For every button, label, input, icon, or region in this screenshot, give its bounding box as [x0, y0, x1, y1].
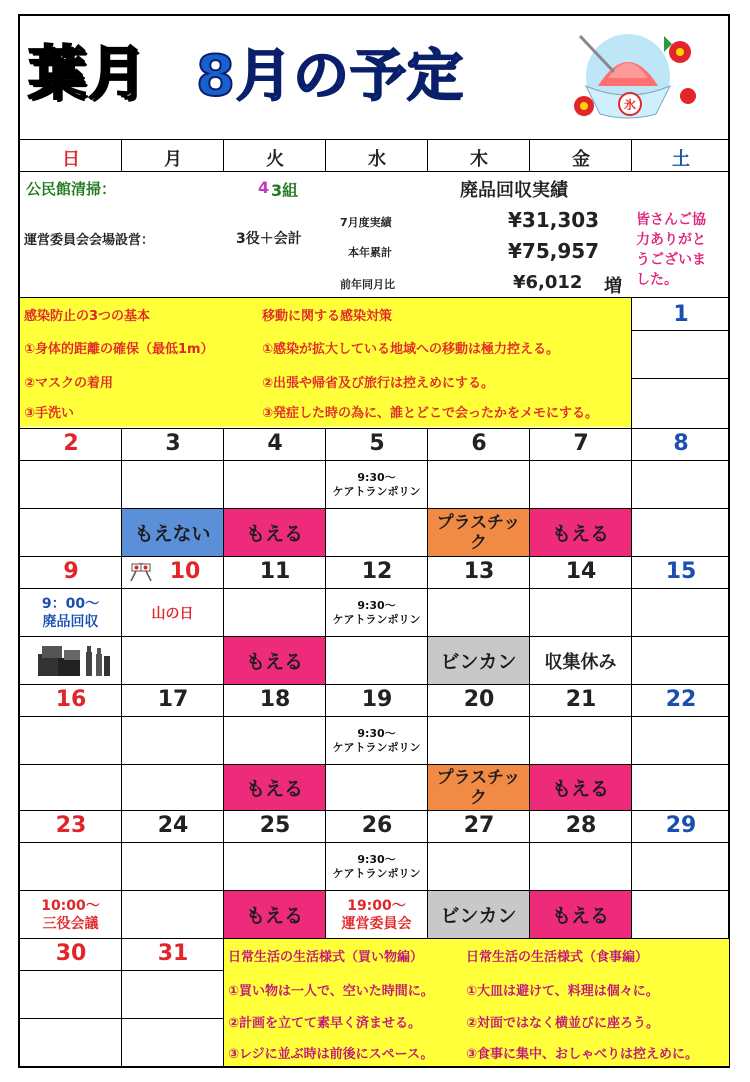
shaved-ice-icon — [556, 28, 706, 124]
lifestyle-left-item-2: ②計画を立てて素早く済ませる。 — [228, 1016, 422, 1031]
cleaning-label: 公民館清掃： — [26, 180, 117, 198]
recycle-title: 廃品回収実績 — [460, 180, 568, 201]
day-23: 23 — [55, 813, 87, 838]
event-moeru-4: もえる — [224, 509, 325, 556]
day-26: 26 — [361, 813, 393, 838]
event-trampoline-5: 9:30～ ケアトランポリン — [332, 470, 421, 498]
infection-left-title: 感染防止の3つの基本 — [24, 309, 151, 324]
weekday-wed: 水 — [368, 149, 386, 170]
day-31: 31 — [157, 941, 189, 966]
day-1: 1 — [673, 302, 689, 327]
weekday-sun: 日 — [62, 149, 80, 170]
day-21: 21 — [565, 687, 597, 712]
day-4: 4 — [267, 431, 283, 456]
day-3: 3 — [165, 431, 181, 456]
weekday-fri: 金 — [572, 149, 590, 170]
day-20: 20 — [463, 687, 495, 712]
flags-icon — [128, 561, 154, 583]
event-binkan-13: ビンカン — [428, 637, 529, 684]
day-5: 5 — [369, 431, 385, 456]
infection-left-item-2: ②マスクの着用 — [24, 376, 114, 391]
day-12: 12 — [361, 559, 393, 584]
svg-text:氷: 氷 — [623, 98, 637, 112]
event-moenai-3: もえない — [122, 509, 223, 556]
recycle-suffix-3: 増 — [604, 276, 622, 297]
lifestyle-left-item-3: ③レジに並ぶ時は前後にスペース。 — [228, 1047, 434, 1062]
event-trampoline-12: 9:30～ ケアトランポリン — [332, 598, 421, 626]
lifestyle-left-item-1: ①買い物は一人で、空いた時間に。 — [228, 984, 434, 999]
day-18: 18 — [259, 687, 291, 712]
lifestyle-right-item-3: ③食事に集中、おしゃべりは控えめに。 — [466, 1047, 699, 1062]
lifestyle-right-title: 日常生活の生活様式（食事編） — [466, 950, 649, 965]
weekday-thu: 木 — [470, 149, 488, 170]
page-title: 8月の予定 — [196, 44, 464, 109]
day-15: 15 — [665, 559, 697, 584]
recycling-bundle-icon — [36, 640, 112, 680]
day-13: 13 — [463, 559, 495, 584]
day-8: 8 — [673, 431, 689, 456]
day-24: 24 — [157, 813, 189, 838]
day-29: 29 — [665, 813, 697, 838]
lifestyle-right-item-1: ①大皿は避けて、料理は個々に。 — [466, 984, 659, 999]
day-28: 28 — [565, 813, 597, 838]
event-moeru-7: もえる — [530, 509, 631, 556]
infection-right-item-3: ③発症した時の為に、誰とどこで会ったかをメモにする。 — [262, 406, 599, 421]
event-plastic-20: プラスチッ ク — [428, 765, 529, 810]
org-name: 葉月 — [28, 39, 149, 107]
recycle-label-1: 7月度実績 — [340, 216, 392, 229]
day-25: 25 — [259, 813, 291, 838]
day-30: 30 — [55, 941, 87, 966]
event-recycle-9: 9：00～ 廃品回収 — [41, 595, 100, 630]
day-19: 19 — [361, 687, 393, 712]
thanks-message: 皆さんご協 力ありがと うございま した。 — [636, 212, 706, 288]
infection-left-item-1: ①身体的距離の確保（最低1m） — [24, 342, 214, 357]
event-meeting3-23: 10:00～ 三役会議 — [41, 897, 100, 932]
infection-right-item-2: ②出張や帰省及び旅行は控えめにする。 — [262, 376, 495, 391]
weekday-tue: 火 — [266, 149, 284, 170]
day-22: 22 — [665, 687, 697, 712]
event-trampoline-19: 9:30～ ケアトランポリン — [332, 726, 421, 754]
infection-left-item-3: ③手洗い — [24, 406, 75, 421]
recycle-value-3: ¥6,012 — [513, 272, 583, 293]
event-committee-26: 19:00～ 運営委員会 — [341, 897, 412, 932]
lifestyle-right-item-2: ②対面ではなく横並びに座ろう。 — [466, 1016, 660, 1031]
day-27: 27 — [463, 813, 495, 838]
event-moeru-25: もえる — [224, 891, 325, 938]
day-17: 17 — [157, 687, 189, 712]
day-7: 7 — [573, 431, 589, 456]
day-11: 11 — [259, 559, 291, 584]
event-binkan-27: ビンカン — [428, 891, 529, 938]
day-9: 9 — [63, 559, 79, 584]
event-plastic-6: プラスチッ ク — [428, 509, 529, 556]
day-2: 2 — [63, 431, 79, 456]
setup-label: 運営委員会会場設営： — [24, 233, 155, 248]
event-moeru-28: もえる — [530, 891, 631, 938]
lifestyle-left-title: 日常生活の生活様式（買い物編） — [228, 950, 424, 965]
weekday-mon: 月 — [164, 149, 182, 170]
recycle-label-3: 前年同月比 — [340, 278, 395, 291]
recycle-value-1: ¥31,303 — [508, 208, 600, 232]
cleaning-group-a: 4 — [258, 178, 270, 197]
day-16: 16 — [55, 687, 87, 712]
cleaning-group-b: 3組 — [271, 181, 299, 200]
recycle-label-2: 本年累計 — [348, 246, 392, 259]
setup-value: 3役＋会計 — [236, 231, 302, 247]
event-trampoline-26: 9:30～ ケアトランポリン — [332, 852, 421, 880]
weekday-sat: 土 — [672, 149, 690, 170]
day-14: 14 — [565, 559, 597, 584]
recycle-value-2: ¥75,957 — [508, 239, 600, 263]
event-moeru-21: もえる — [530, 765, 631, 810]
event-moeru-18: もえる — [224, 765, 325, 810]
event-moeru-11: もえる — [224, 637, 325, 684]
event-no-collection-14: 収集休み — [544, 651, 617, 673]
day-6: 6 — [471, 431, 487, 456]
event-mountain-day: 山の日 — [151, 605, 194, 622]
infection-right-item-1: ①感染が拡大している地域への移動は極力控える。 — [262, 342, 560, 357]
day-10: 10 — [169, 559, 201, 584]
infection-right-title: 移動に関する感染対策 — [262, 309, 393, 324]
